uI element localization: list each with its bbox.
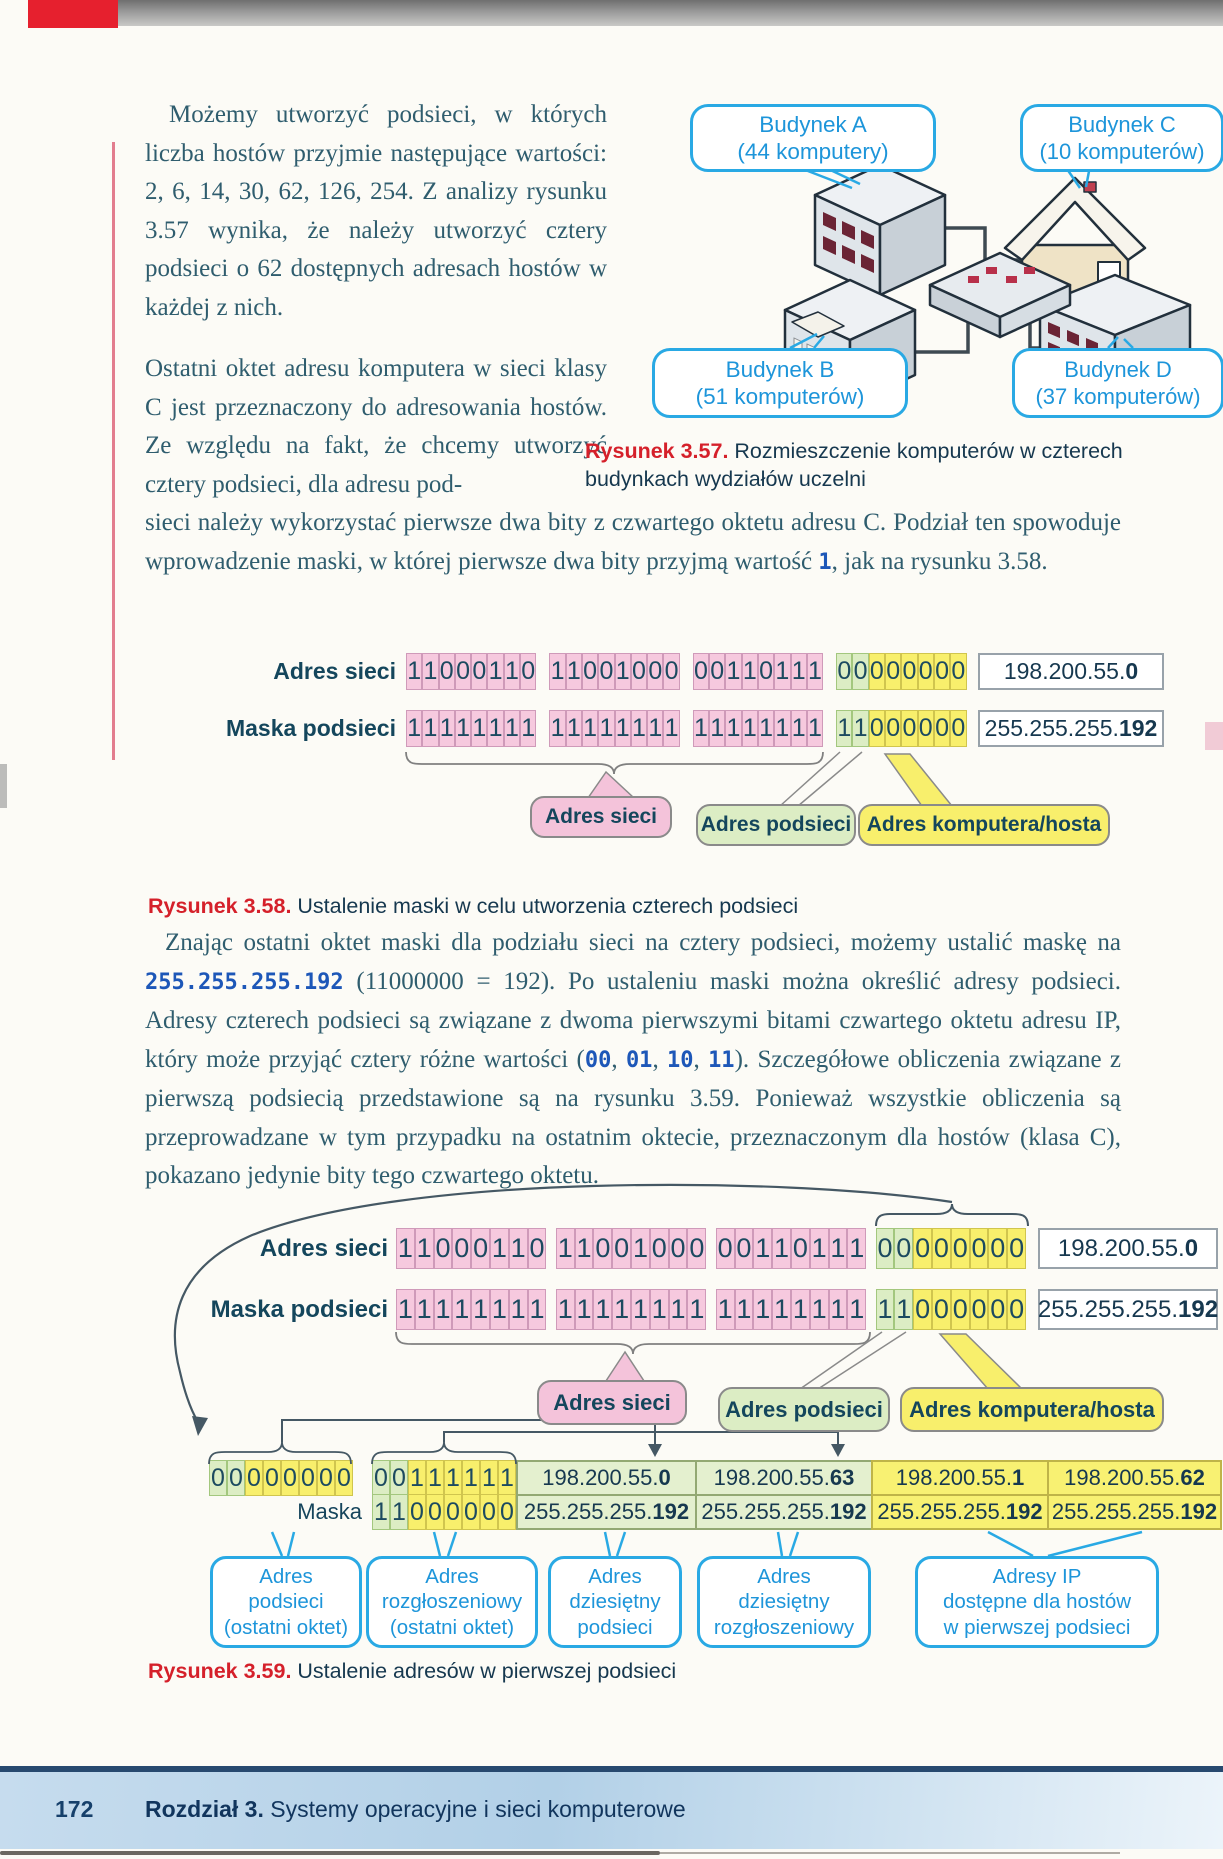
bit-cell: 1 bbox=[791, 653, 807, 690]
bit-cell: 1 bbox=[735, 1289, 754, 1330]
callout-broadcast-decimal bbox=[697, 1556, 871, 1648]
curve-arrowhead bbox=[192, 1416, 208, 1436]
building-c-label bbox=[1020, 104, 1223, 172]
bit-cell: 0 bbox=[934, 710, 950, 747]
bit-cell: 0 bbox=[932, 1228, 951, 1269]
text-run: , jak na rysunku 3.58. bbox=[831, 547, 1048, 575]
address-prefix: 255.255.255. bbox=[984, 715, 1119, 741]
bit-cell: 1 bbox=[480, 1460, 498, 1496]
bit-cell: 1 bbox=[406, 710, 422, 747]
network-part-brace bbox=[406, 752, 823, 774]
bit-cell: 1 bbox=[631, 710, 647, 747]
box1-overbrace bbox=[209, 1442, 351, 1464]
callout-line: dziesiętny bbox=[738, 1590, 830, 1614]
bit-cell: 1 bbox=[753, 1289, 772, 1330]
bit-cell: 1 bbox=[504, 710, 520, 747]
address-last-octet: 192 bbox=[1178, 1295, 1219, 1323]
address-prefix: 198.200.55. bbox=[542, 1465, 659, 1490]
callout-line: podsieci bbox=[577, 1615, 653, 1639]
address-last-octet: 62 bbox=[1180, 1465, 1205, 1490]
yellow-bubble-tail bbox=[885, 754, 952, 806]
bit-cell: 1 bbox=[415, 1289, 434, 1330]
bit-cell: 1 bbox=[663, 710, 679, 747]
address-prefix: 198.200.55. bbox=[713, 1465, 830, 1490]
bit-cell: 1 bbox=[716, 1289, 735, 1330]
bit-cell: 1 bbox=[612, 1289, 631, 1330]
bit-cell: 0 bbox=[263, 1460, 281, 1496]
arrowhead bbox=[831, 1444, 845, 1457]
bit-cell: 1 bbox=[556, 1228, 575, 1269]
bit-cell: 1 bbox=[774, 653, 790, 690]
bit-cell: 0 bbox=[227, 1460, 245, 1496]
bit-cell: 1 bbox=[725, 653, 741, 690]
bit-cell: 0 bbox=[498, 1494, 516, 1530]
bit-cell: 1 bbox=[471, 1289, 490, 1330]
connector-broadcast-decimal bbox=[444, 1432, 838, 1446]
inline-code: 255.255.255.192 bbox=[145, 969, 344, 995]
address-last-octet: 192 bbox=[652, 1499, 690, 1524]
bit-cell: 0 bbox=[647, 653, 663, 690]
bit-cell: 0 bbox=[932, 1289, 951, 1330]
bit-cell: 1 bbox=[444, 1460, 462, 1496]
bit-cell: 0 bbox=[687, 1228, 706, 1269]
bit-cell: 0 bbox=[950, 710, 966, 747]
bit-cell: 0 bbox=[593, 1228, 612, 1269]
row-label-adres-sieci: Adres sieci bbox=[273, 658, 396, 684]
bit-cell: 1 bbox=[631, 1228, 650, 1269]
legend-network-address: Adres sieci bbox=[537, 1380, 687, 1425]
bit-cell: 0 bbox=[390, 1460, 408, 1496]
bit-cell: 1 bbox=[847, 1228, 866, 1269]
bit-cell: 0 bbox=[876, 1228, 895, 1269]
text-run: sieci należy wykorzystać pierwsze dwa bity z czwartego oktetu adresu C. Podział ten spowoduje wprowadzenie maski, w której pierwsze dwa bity przyjmą wartość bbox=[145, 509, 1121, 575]
bit-cell: 1 bbox=[455, 710, 471, 747]
bit-cell: 0 bbox=[869, 653, 885, 690]
callout-line: (ostatni oktet) bbox=[389, 1615, 515, 1639]
bit-cell: 1 bbox=[687, 1289, 706, 1330]
bit-cell: 1 bbox=[791, 1289, 810, 1330]
caption-number: Rysunek 3.59. bbox=[148, 1659, 292, 1683]
octet4-overbrace bbox=[876, 1204, 1028, 1226]
bit-cell: 0 bbox=[317, 1460, 335, 1496]
bit-cell: 1 bbox=[852, 710, 868, 747]
text-run: , bbox=[611, 1045, 626, 1073]
callout-broadcast-octet bbox=[366, 1556, 538, 1648]
bit-cell: 0 bbox=[869, 710, 885, 747]
bit-cell: 1 bbox=[487, 710, 503, 747]
bit-cell: 1 bbox=[807, 653, 823, 690]
bit-cell: 1 bbox=[452, 1289, 471, 1330]
bit-cell: 0 bbox=[299, 1460, 317, 1496]
inline-code: 10 bbox=[667, 1047, 694, 1073]
callout-line: Adres bbox=[259, 1564, 313, 1588]
address-last-octet: 0 bbox=[1184, 1234, 1199, 1262]
callout-line: (ostatni oktet) bbox=[223, 1615, 349, 1639]
bit-cell: 1 bbox=[598, 710, 614, 747]
bit-cell: 0 bbox=[758, 653, 774, 690]
bubble-line: (44 komputery) bbox=[737, 139, 889, 164]
bit-cell: 0 bbox=[335, 1460, 353, 1496]
bit-cell: 1 bbox=[847, 1289, 866, 1330]
bit-cell: 0 bbox=[791, 1228, 810, 1269]
address-prefix: 255.255.255. bbox=[523, 1499, 653, 1524]
bit-cell: 0 bbox=[1007, 1228, 1026, 1269]
bit-cell: 1 bbox=[810, 1289, 829, 1330]
bit-cell: 0 bbox=[439, 653, 455, 690]
bit-cell: 0 bbox=[913, 1228, 932, 1269]
callout-line: Adresy IP bbox=[992, 1564, 1082, 1588]
bit-cell: 0 bbox=[281, 1460, 299, 1496]
bit-cell: 1 bbox=[894, 1289, 913, 1330]
bit-cell: 0 bbox=[970, 1228, 989, 1269]
scan-bottom-smudge bbox=[0, 1851, 660, 1855]
bit-cell: 1 bbox=[490, 1228, 509, 1269]
bubble-line: Budynek C bbox=[1068, 112, 1176, 137]
bit-cell: 0 bbox=[598, 653, 614, 690]
bit-cell: 0 bbox=[901, 710, 917, 747]
callout-line: rozgłoszeniowy bbox=[381, 1590, 523, 1614]
address-last-octet: 1 bbox=[1011, 1465, 1025, 1490]
bit-cell: 1 bbox=[575, 1289, 594, 1330]
bit-cell: 1 bbox=[836, 710, 852, 747]
bit-cell: 0 bbox=[693, 653, 709, 690]
bit-cell: 1 bbox=[520, 710, 536, 747]
address-prefix: 198.200.55. bbox=[1064, 1465, 1181, 1490]
bit-cell: 0 bbox=[245, 1460, 263, 1496]
text-run: (11000000 = 192). Po ustaleniu maski można określić adresy podsieci. Adresy czterech podsieci są związane z dwoma pierwszymi bitami czwartego oktetu adresu IP, który może przyjąć cztery różne wartości ( bbox=[145, 967, 1121, 1073]
callout-line: w pierwszej podsieci bbox=[943, 1615, 1131, 1639]
chapter-number: Rozdział 3. bbox=[145, 1796, 264, 1822]
bit-cell: 0 bbox=[444, 1494, 462, 1530]
bit-cell: 1 bbox=[829, 1289, 848, 1330]
address-last-octet: 192 bbox=[1180, 1499, 1218, 1524]
pink-bubble-tail bbox=[588, 772, 634, 798]
arrowhead bbox=[648, 1444, 662, 1457]
green-tail-line bbox=[800, 1332, 882, 1389]
yellow-bubble-tail bbox=[940, 1334, 1022, 1389]
margin-red-line bbox=[112, 142, 115, 760]
bubble-line: (37 komputerów) bbox=[1035, 384, 1201, 409]
bit-cell: 1 bbox=[462, 1460, 480, 1496]
bit-cell: 1 bbox=[396, 1228, 415, 1269]
box2-overbrace bbox=[372, 1442, 516, 1464]
address-last-octet: 192 bbox=[1005, 1499, 1043, 1524]
bit-cell: 1 bbox=[829, 1228, 848, 1269]
bit-cell: 0 bbox=[520, 653, 536, 690]
bubble-line: Budynek D bbox=[1064, 357, 1172, 382]
network-part-brace bbox=[396, 1332, 870, 1354]
bit-cell: 0 bbox=[480, 1494, 498, 1530]
bit-cell: 0 bbox=[970, 1289, 989, 1330]
callout-subnet-decimal bbox=[548, 1556, 682, 1648]
callout-line: dziesiętny bbox=[569, 1590, 661, 1614]
bit-cell: 1 bbox=[422, 710, 438, 747]
bit-cell: 0 bbox=[471, 653, 487, 690]
callout-line: rozgłoszeniowy bbox=[713, 1615, 855, 1639]
green-tail-line bbox=[818, 1332, 906, 1389]
bit-cell: 0 bbox=[1007, 1289, 1026, 1330]
bit-cell: 0 bbox=[582, 653, 598, 690]
bit-cell: 1 bbox=[566, 653, 582, 690]
row-label-adres-sieci: Adres sieci bbox=[259, 1235, 388, 1262]
callout-line: Adres bbox=[757, 1564, 811, 1588]
callout-tails bbox=[272, 1532, 1142, 1556]
bit-cell: 0 bbox=[901, 653, 917, 690]
callout-line: dostępne dla hostów bbox=[942, 1590, 1132, 1614]
bit-cell: 1 bbox=[669, 1289, 688, 1330]
bit-cell: 0 bbox=[455, 653, 471, 690]
legend-subnet-address: Adres podsieci bbox=[696, 804, 856, 846]
text-run: , bbox=[693, 1045, 709, 1073]
callout-subnet-octet bbox=[210, 1556, 362, 1648]
building-d-label bbox=[1012, 348, 1223, 418]
bit-cell: 0 bbox=[709, 653, 725, 690]
bit-cell: 1 bbox=[650, 1289, 669, 1330]
bit-cell: 0 bbox=[528, 1228, 547, 1269]
caption-text: Ustalenie adresów w pierwszej podsieci bbox=[291, 1659, 677, 1683]
row-label-maska-podsieci: Maska podsieci bbox=[225, 715, 396, 741]
bit-cell: 1 bbox=[471, 710, 487, 747]
bubble-line: (51 komputerów) bbox=[695, 384, 865, 409]
legend-host-address: Adres komputera/hosta bbox=[900, 1387, 1164, 1432]
bit-cell: 0 bbox=[471, 1228, 490, 1269]
bit-cell: 1 bbox=[758, 710, 774, 747]
bit-cell: 1 bbox=[372, 1494, 390, 1530]
legend-subnet-address: Adres podsieci bbox=[718, 1387, 890, 1432]
bit-cell: 1 bbox=[647, 710, 663, 747]
bit-cell: 0 bbox=[885, 710, 901, 747]
bit-cell: 0 bbox=[836, 653, 852, 690]
bit-cell: 0 bbox=[950, 653, 966, 690]
building-b-label bbox=[652, 348, 908, 418]
scan-gray-mark bbox=[0, 764, 7, 808]
bit-cell: 1 bbox=[498, 1460, 516, 1496]
inline-code: 11 bbox=[708, 1047, 735, 1073]
bit-cell: 1 bbox=[615, 710, 631, 747]
bit-cell: 0 bbox=[913, 1289, 932, 1330]
address-prefix: 255.255.255. bbox=[877, 1499, 1006, 1524]
figure-359-caption bbox=[148, 1658, 988, 1686]
bit-cell: 0 bbox=[918, 710, 934, 747]
bit-cell: 1 bbox=[772, 1228, 791, 1269]
callout-line: Adres bbox=[425, 1564, 479, 1588]
bit-cell: 0 bbox=[885, 653, 901, 690]
inline-code: 1 bbox=[818, 549, 832, 575]
bit-cell: 1 bbox=[742, 653, 758, 690]
callout-line: Adres bbox=[588, 1564, 642, 1588]
address-prefix: 198.200.55. bbox=[895, 1465, 1012, 1490]
bit-cell: 0 bbox=[426, 1494, 444, 1530]
address-last-octet: 192 bbox=[829, 1499, 867, 1524]
bit-cell: 1 bbox=[772, 1289, 791, 1330]
bit-cell: 1 bbox=[575, 1228, 594, 1269]
bit-cell: 0 bbox=[434, 1228, 453, 1269]
bit-cell: 1 bbox=[406, 653, 422, 690]
red-bookmark-tab bbox=[28, 0, 118, 28]
scan-bottom-smudge bbox=[660, 1852, 1120, 1854]
bit-cell: 1 bbox=[487, 653, 503, 690]
bit-cell: 1 bbox=[582, 710, 598, 747]
bit-cell: 1 bbox=[791, 710, 807, 747]
bit-cell: 0 bbox=[951, 1228, 970, 1269]
scan-edge-strip bbox=[34, 0, 1223, 26]
legend-host-address: Adres komputera/hosta bbox=[858, 804, 1110, 846]
bit-cell: 0 bbox=[650, 1228, 669, 1269]
text-run: Możemy utworzyć podsieci, w których liczba hostów przyjmie następujące wartości: 2, 6, 14, 30, 62, 126, 254. Z analizy rysunku 3.57 wynika, że należy utworzyć cztery podsieci o 62 dostępnych adresach hostów w każdej z nich. bbox=[145, 101, 607, 321]
bit-cell: 0 bbox=[631, 653, 647, 690]
bit-cell: 0 bbox=[735, 1228, 754, 1269]
bit-cell: 1 bbox=[509, 1289, 528, 1330]
caption-number: Rysunek 3.58. bbox=[148, 894, 292, 918]
bit-cell: 0 bbox=[894, 1228, 913, 1269]
bit-cell: 1 bbox=[774, 710, 790, 747]
bit-cell: 0 bbox=[669, 1228, 688, 1269]
address-prefix: 255.255.255. bbox=[701, 1499, 830, 1524]
bit-cell: 1 bbox=[753, 1228, 772, 1269]
bit-cell: 0 bbox=[716, 1228, 735, 1269]
bit-cell: 0 bbox=[988, 1289, 1007, 1330]
bit-cell: 1 bbox=[504, 653, 520, 690]
bit-cell: 1 bbox=[593, 1289, 612, 1330]
building-a-icon bbox=[815, 165, 945, 295]
bit-cell: 1 bbox=[549, 710, 565, 747]
bit-cell: 1 bbox=[528, 1289, 547, 1330]
bit-cell: 1 bbox=[509, 1228, 528, 1269]
paragraph-octet-full bbox=[145, 504, 1121, 582]
bit-cell: 1 bbox=[408, 1460, 426, 1496]
bit-cell: 1 bbox=[396, 1289, 415, 1330]
inline-code: 01 bbox=[625, 1047, 653, 1073]
bit-cell: 1 bbox=[709, 710, 725, 747]
link-buildingA-switch bbox=[945, 228, 985, 262]
bit-cell: 1 bbox=[390, 1494, 408, 1530]
legend-network-address: Adres sieci bbox=[530, 796, 672, 838]
text-run: Ostatni oktet adresu komputera w sieci klasy C jest przeznaczony do adresowania hostów. Ze względu na fakt, że chcemy utworzyć cztery podsieci, dla adresu pod- bbox=[145, 355, 607, 498]
bubble-line: Budynek A bbox=[759, 112, 867, 137]
address-last-octet: 0 bbox=[658, 1465, 671, 1490]
bit-cell: 1 bbox=[556, 1289, 575, 1330]
bit-cell: 1 bbox=[549, 653, 565, 690]
link-buildingB-switch bbox=[915, 320, 968, 352]
paragraph-mask bbox=[145, 924, 1121, 1196]
caption-text: Ustalenie maski w celu utworzenia czterech podsieci bbox=[291, 894, 799, 918]
bit-cell: 1 bbox=[434, 1289, 453, 1330]
inline-code: 00 bbox=[584, 1047, 612, 1073]
page-number: 172 bbox=[55, 1796, 94, 1822]
text-run: Znając ostatni oktet maski dla podziału sieci na cztery podsieci, możemy ustalić maskę na bbox=[165, 929, 1121, 956]
bit-cell: 1 bbox=[490, 1289, 509, 1330]
figure-357-caption bbox=[585, 438, 1145, 493]
bit-cell: 0 bbox=[934, 653, 950, 690]
maska-label: Maska bbox=[297, 1499, 362, 1524]
bubble-line: Budynek B bbox=[725, 357, 835, 382]
bit-cell: 1 bbox=[566, 710, 582, 747]
address-last-octet: 63 bbox=[829, 1465, 855, 1490]
chapter-title bbox=[145, 1796, 686, 1823]
bit-cell: 0 bbox=[372, 1460, 390, 1496]
callout-line: podsieci bbox=[248, 1590, 324, 1614]
address-prefix: 198.200.55. bbox=[1057, 1234, 1185, 1262]
bit-cell: 0 bbox=[408, 1494, 426, 1530]
bit-cell: 1 bbox=[615, 653, 631, 690]
address-last-octet: 192 bbox=[1118, 715, 1158, 741]
bit-cell: 1 bbox=[426, 1460, 444, 1496]
figure-358-caption bbox=[148, 893, 988, 921]
bit-cell: 1 bbox=[876, 1289, 895, 1330]
bit-cell: 0 bbox=[612, 1228, 631, 1269]
building-a-label bbox=[690, 104, 936, 172]
bit-cell: 0 bbox=[988, 1228, 1007, 1269]
paragraph-octet-col bbox=[145, 350, 607, 504]
bubble-line: (10 komputerów) bbox=[1039, 139, 1205, 164]
address-prefix: 255.255.255. bbox=[1037, 1295, 1179, 1323]
bit-cell: 0 bbox=[462, 1494, 480, 1530]
caption-text: Rozmieszczenie komputerów w czterech budynkach wydziałów uczelni bbox=[585, 439, 1123, 491]
bit-cell: 0 bbox=[209, 1460, 227, 1496]
text-run: , bbox=[652, 1045, 667, 1073]
bit-cell: 1 bbox=[693, 710, 709, 747]
address-prefix: 255.255.255. bbox=[1051, 1499, 1181, 1524]
bit-cell: 1 bbox=[422, 653, 438, 690]
bit-cell: 1 bbox=[807, 710, 823, 747]
bit-cell: 1 bbox=[631, 1289, 650, 1330]
bit-cell: 0 bbox=[663, 653, 679, 690]
bit-cell: 0 bbox=[852, 653, 868, 690]
bit-cell: 1 bbox=[810, 1228, 829, 1269]
bit-cell: 1 bbox=[725, 710, 741, 747]
address-last-octet: 0 bbox=[1125, 658, 1139, 684]
bit-cell: 1 bbox=[415, 1228, 434, 1269]
paragraph-intro bbox=[145, 96, 607, 327]
bit-cell: 1 bbox=[439, 710, 455, 747]
chapter-name: Systemy operacyjne i sieci komputerowe bbox=[263, 1796, 686, 1822]
row-label-maska-podsieci: Maska podsieci bbox=[210, 1296, 388, 1323]
bit-cell: 1 bbox=[742, 710, 758, 747]
text-run: ). Szczegółowe obliczenia związane z pierwszą podsiecią przedstawione są na rysunku 3.59. Ponieważ wszystkie obliczenia są przeprowadzane w tym przypadku na ostatnim oktecie, przeznaczonym dla hostów (klasa C), pokazano jedynie bity tego czwartego oktetu. bbox=[145, 1045, 1122, 1189]
bit-cell: 0 bbox=[951, 1289, 970, 1330]
address-prefix: 198.200.55. bbox=[1003, 658, 1126, 684]
bit-cell: 0 bbox=[918, 653, 934, 690]
callout-host-range bbox=[915, 1556, 1159, 1648]
caption-number: Rysunek 3.57. bbox=[585, 439, 729, 463]
bit-cell: 0 bbox=[452, 1228, 471, 1269]
